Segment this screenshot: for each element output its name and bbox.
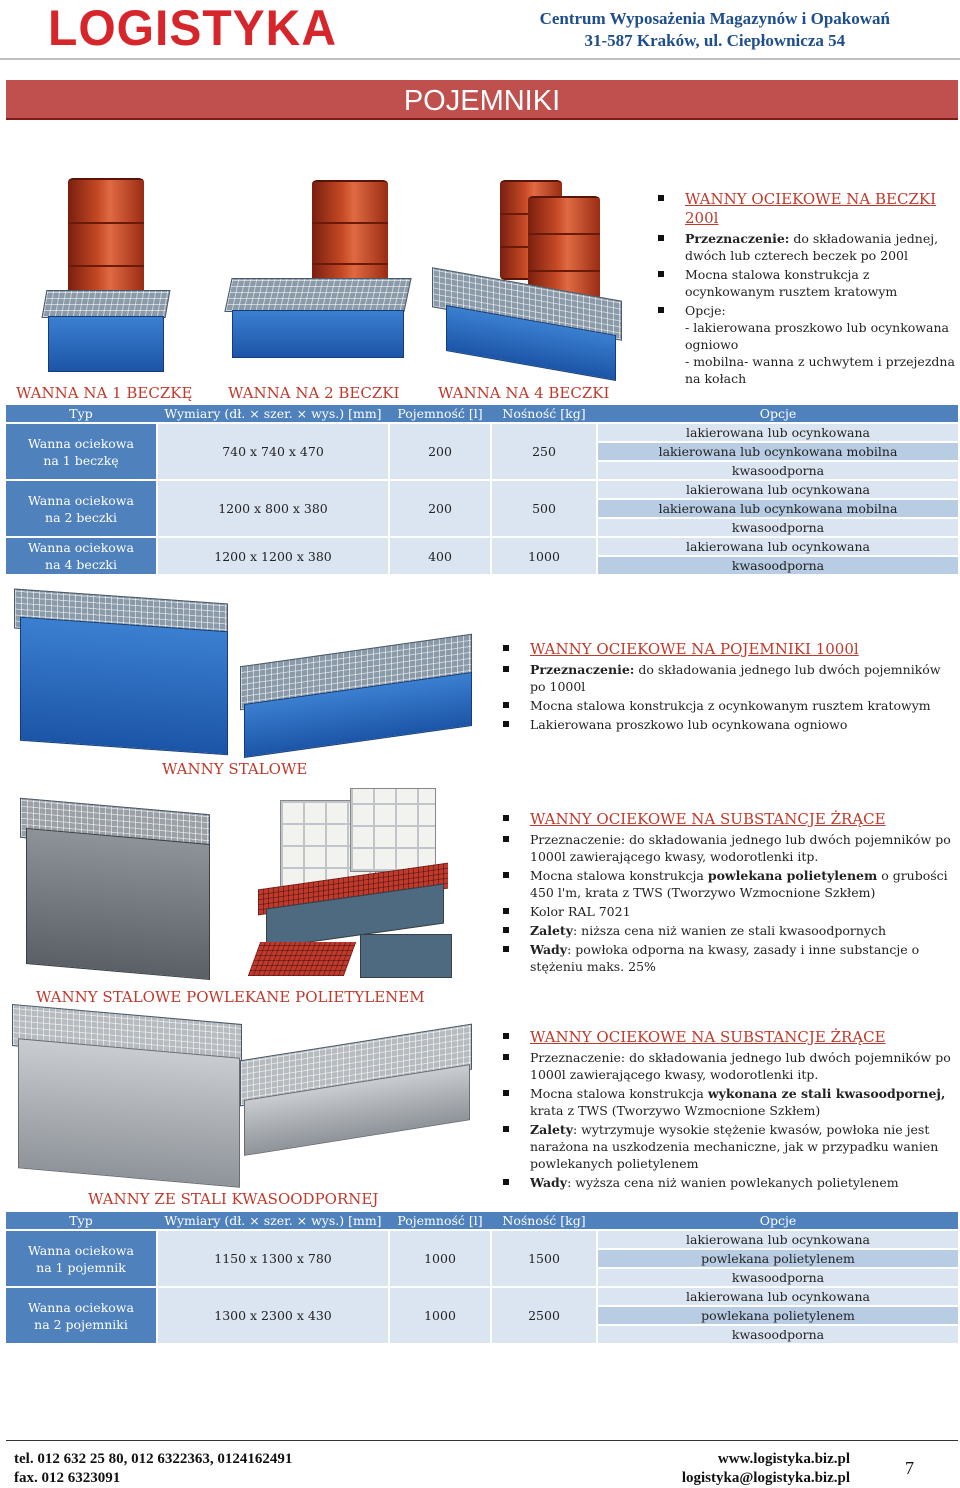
product-image-steel-tray-2 (240, 650, 474, 754)
caption-1-barrel: WANNA NA 1 BECZKĘ (16, 384, 193, 402)
table-cell-option: powlekana polietylenem (598, 1307, 958, 1324)
table-row-type: Wanna ociekowa na 1 beczkę (6, 424, 156, 479)
section3-color: Kolor RAL 7021 (530, 903, 954, 920)
section3-purpose: Przeznaczenie: do składowania jednego lub dwóch pojemników po 1000l zawierającego kwasy, wodorotlenki itp. (530, 831, 954, 865)
product-image-tray-1-barrel (44, 178, 168, 378)
table-cell-dims: 1200 x 800 x 380 (158, 481, 388, 536)
table-cell-option: kwasoodporna (598, 1269, 958, 1286)
product-image-stainless-tray-2 (240, 1042, 474, 1154)
table-cell-option: lakierowana lub ocynkowana (598, 1288, 958, 1305)
table-cell-option: powlekana polietylenem (598, 1250, 958, 1267)
table-cell-capacity: 200 (390, 481, 490, 536)
section4-pros: Zalety: wytrzymuje wysokie stężenie kwasów, powłoka nie jest narażona na uszkodzenia mechaniczne, jak w przypadku wanien powlekanych polietylenem (530, 1121, 954, 1172)
header-divider (0, 58, 960, 60)
table-cell-capacity: 400 (390, 538, 490, 574)
table-cell-option: kwasoodporna (598, 557, 958, 574)
table-cell-capacity: 1000 (390, 1288, 490, 1343)
page-title: POJEMNIKI (6, 80, 958, 120)
table-cell-dims: 740 x 740 x 470 (158, 424, 388, 479)
section3-bullets (530, 810, 954, 977)
section4-cons: Wady: wyższa cena niż wanien powlekanych polietylenem (530, 1174, 954, 1191)
table-cell-capacity: 1000 (390, 1231, 490, 1286)
section2-construction: Mocna stalowa konstrukcja z ocynkowanym rusztem kratowym (530, 697, 954, 714)
table-cell-option: lakierowana lub ocynkowana (598, 1231, 958, 1248)
caption-steel-trays: WANNY STALOWE (162, 760, 308, 778)
table-cell-dims: 1150 x 1300 x 780 (158, 1231, 388, 1286)
caption-stainless-trays: WANNY ZE STALI KWASOODPORNEJ (88, 1190, 379, 1208)
company-street: 31-587 Kraków, ul. Ciepłownicza 54 (584, 31, 846, 50)
footer-email-link[interactable]: logistyka@logistyka.biz.pl (681, 1470, 850, 1486)
small-tray-icon (360, 934, 452, 978)
table-header: Typ Wymiary (dł. × szer. × wys.) [mm] Pojemność [l] Nośność [kg] Opcje (6, 1212, 958, 1229)
table-cell-load: 1000 (492, 538, 596, 574)
company-logo: LOGISTYKA (48, 0, 338, 57)
table-cell-option: lakierowana lub ocynkowana (598, 538, 958, 555)
table-cell-capacity: 200 (390, 424, 490, 479)
section4-purpose: Przeznaczenie: do składowania jednego lub dwóch pojemników po 1000l zawierającego kwasy, wodorotlenki itp. (530, 1049, 954, 1083)
spec-table-containers (6, 1212, 958, 1344)
section2-finish: Lakierowana proszkowo lub ocynkowana ogniowo (530, 716, 954, 733)
red-grate-icon (248, 942, 356, 976)
spec-table-barrels (6, 405, 958, 575)
table-row-type: Wanna ociekowa na 2 beczki (6, 481, 156, 536)
table-header: Typ Wymiary (dł. × szer. × wys.) [mm] Pojemność [l] Nośność [kg] Opcje (6, 405, 958, 422)
section3-heading: WANNY OCIEKOWE NA SUBSTANCJE ŻRĄCE (530, 810, 954, 829)
section2-purpose: Przeznaczenie: do składowania jednego lub dwóch pojemników po 1000l (530, 661, 954, 695)
product-image-steel-tray-1 (14, 596, 230, 756)
table-cell-load: 1500 (492, 1231, 596, 1286)
table-cell-load: 2500 (492, 1288, 596, 1343)
table-cell-option: lakierowana lub ocynkowana (598, 481, 958, 498)
section3-construction: Mocna stalowa konstrukcja powlekana polietylenem o grubości 450 l'm, krata z TWS (Tworzywo Wzmocnione Szkłem) (530, 867, 954, 901)
section4-construction: Mocna stalowa konstrukcja wykonana ze stali kwasoodpornej, krata z TWS (Tworzywo Wzmocnione Szkłem) (530, 1085, 954, 1119)
table-cell-dims: 1200 x 1200 x 380 (158, 538, 388, 574)
ibc-container-icon (350, 788, 436, 872)
product-image-stainless-tray-1 (12, 1014, 244, 1194)
caption-4-barrels: WANNA NA 4 BECZKI (438, 384, 610, 402)
product-image-tray-2-barrels (228, 180, 408, 380)
product-image-pe-coated-tray (20, 806, 212, 982)
section1-heading: WANNY OCIEKOWE NA BECZKI 200l (685, 190, 957, 228)
section1-construction: Mocna stalowa konstrukcja z ocynkowanym rusztem kratowym (685, 266, 957, 300)
page-number: 7 (905, 1458, 914, 1478)
footer-contact (14, 1450, 292, 1488)
section1-purpose: Przeznaczenie: do składowania jednej, dwóch lub czterech beczek po 200l (685, 230, 957, 264)
table-cell-option: lakierowana lub ocynkowana mobilna (598, 500, 958, 517)
table-cell-option: kwasoodporna (598, 462, 958, 479)
company-address (540, 8, 890, 52)
caption-pe-coated-trays: WANNY STALOWE POWLEKANE POLIETYLENEM (36, 988, 425, 1006)
table-cell-option: kwasoodporna (598, 519, 958, 536)
table-cell-option: lakierowana lub ocynkowana mobilna (598, 443, 958, 460)
footer-web (682, 1450, 850, 1488)
table-cell-option: kwasoodporna (598, 1326, 958, 1343)
section1-options: Opcje: - lakierowana proszkowo lub ocynkowana ogniowo - mobilna- wanna z uchwytem i przejezdna na kołach (685, 302, 957, 387)
footer-phone: tel. 012 632 25 80, 012 6322363, 0124162491 (14, 1451, 293, 1467)
footer-fax: fax. 012 6323091 (14, 1470, 121, 1486)
section2-heading: WANNY OCIEKOWE NA POJEMNIKI 1000l (530, 640, 954, 659)
table-cell-dims: 1300 x 2300 x 430 (158, 1288, 388, 1343)
section2-bullets (530, 640, 954, 735)
company-name: Centrum Wyposażenia Magazynów i Opakowań (539, 9, 890, 28)
product-image-ibc-containers (254, 784, 454, 944)
table-row-type: Wanna ociekowa na 4 beczki (6, 538, 156, 574)
product-image-tray-4-barrels (432, 180, 624, 380)
footer-divider (6, 1440, 958, 1441)
table-cell-load: 250 (492, 424, 596, 479)
table-cell-option: lakierowana lub ocynkowana (598, 424, 958, 441)
section3-cons: Wady: powłoka odporna na kwasy, zasady i inne substancje o stężeniu maks. 25% (530, 941, 954, 975)
table-cell-load: 500 (492, 481, 596, 536)
section4-bullets (530, 1028, 954, 1193)
table-row-type: Wanna ociekowa na 1 pojemnik (6, 1231, 156, 1286)
section4-heading: WANNY OCIEKOWE NA SUBSTANCJE ŻRĄCE (530, 1028, 954, 1047)
section3-pros: Zalety: niższa cena niż wanien ze stali kwasoodpornych (530, 922, 954, 939)
table-row-type: Wanna ociekowa na 2 pojemniki (6, 1288, 156, 1343)
section1-bullets (685, 190, 957, 389)
footer-website-link[interactable]: www.logistyka.biz.pl (717, 1451, 850, 1467)
caption-2-barrels: WANNA NA 2 BECZKI (228, 384, 400, 402)
